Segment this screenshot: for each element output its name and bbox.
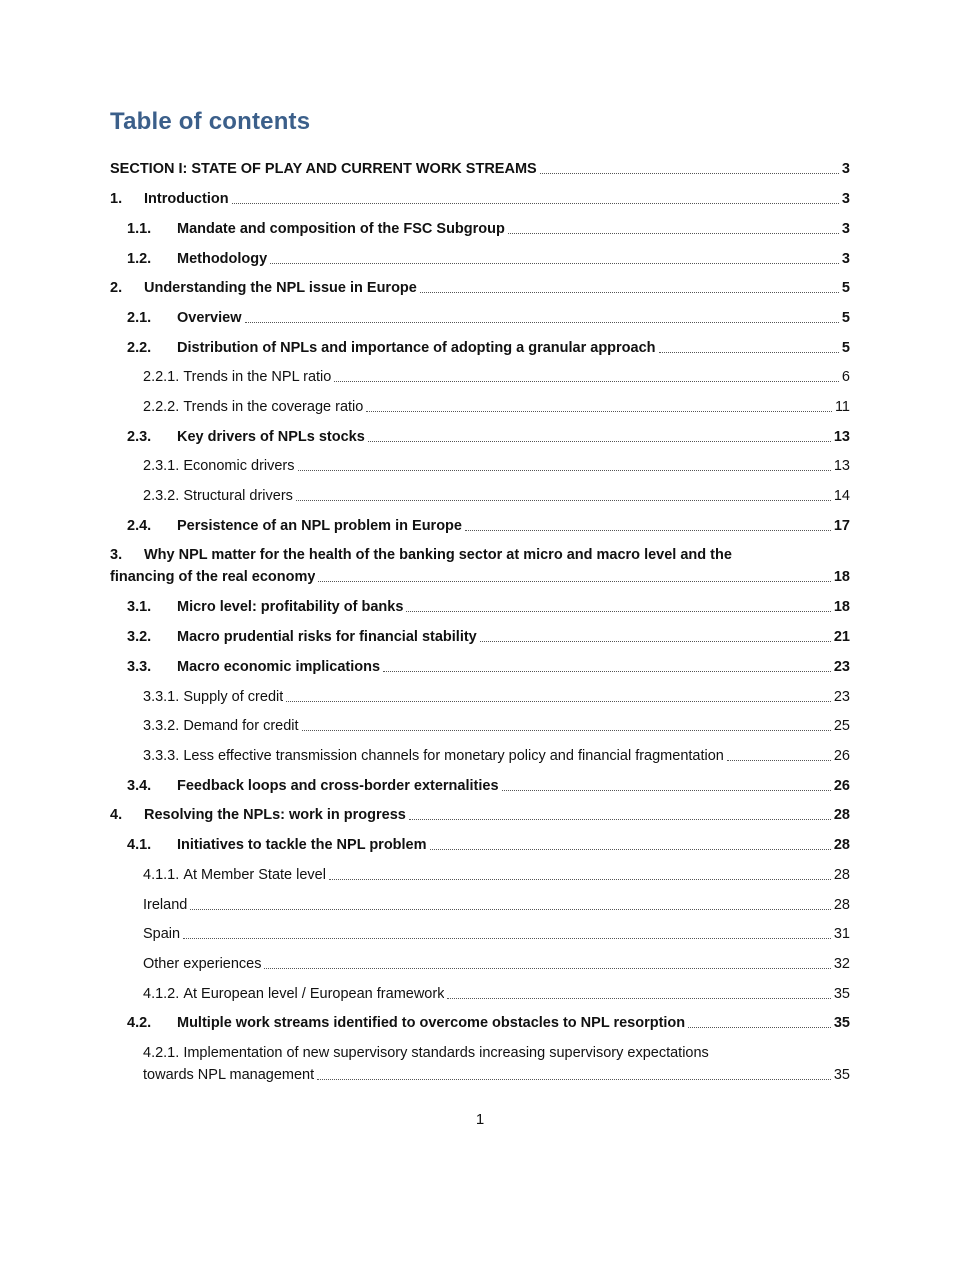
toc-entry[interactable] [110, 190, 850, 208]
dot-leader [286, 701, 831, 702]
toc-entry[interactable] [127, 836, 850, 854]
toc-entry-number: 4.2. [127, 1015, 152, 1031]
toc-entry-text: At European level / European framework [183, 986, 445, 1002]
toc-entry[interactable] [143, 896, 850, 914]
dot-leader [406, 611, 830, 612]
toc-entry-line [110, 568, 850, 586]
dot-leader [508, 233, 839, 234]
toc-page-number: 35 [833, 1067, 850, 1083]
toc-entry-text: Macro prudential risks for financial stability [177, 629, 477, 645]
toc-entry-text: Spain [143, 926, 181, 942]
dot-leader [465, 530, 831, 531]
dot-leader [659, 352, 839, 353]
page-number: 1 [475, 1111, 485, 1128]
toc-page-number: 5 [841, 280, 850, 296]
toc-page-number: 18 [833, 569, 850, 585]
toc-entry-text: Multiple work streams identified to overcome obstacles to NPL resorption [177, 1015, 686, 1031]
toc-page-number: 23 [833, 689, 850, 705]
toc-entry-text: Distribution of NPLs and importance of adopting a granular approach [177, 340, 656, 356]
dot-leader [296, 500, 831, 501]
toc-page-number: 3 [841, 191, 850, 207]
toc-page-number: 28 [833, 867, 850, 883]
toc-entry[interactable] [127, 250, 850, 268]
toc-page-number: 5 [841, 310, 850, 326]
toc-entry[interactable] [110, 806, 850, 824]
toc-page-number: 11 [834, 399, 850, 415]
toc-entry-text: Micro level: profitability of banks [177, 599, 404, 615]
toc-entry-text: Mandate and composition of the FSC Subgroup [177, 221, 505, 237]
toc-entry-text: Overview [177, 310, 242, 326]
toc-entry-number: 3.3.3. [143, 748, 180, 764]
toc-entry[interactable] [143, 925, 850, 943]
dot-leader [420, 292, 839, 293]
toc-entry[interactable] [143, 1044, 850, 1084]
toc-entry[interactable] [143, 368, 850, 386]
toc-entry-text: Key drivers of NPLs stocks [177, 429, 365, 445]
toc-page-number: 32 [833, 956, 850, 972]
dot-leader [383, 671, 831, 672]
dot-leader [245, 322, 839, 323]
dot-leader [264, 968, 830, 969]
dot-leader [368, 441, 831, 442]
toc-page-number: 35 [833, 1015, 850, 1031]
toc-entry-text: SECTION I: STATE OF PLAY AND CURRENT WORK STREAMS [110, 161, 537, 177]
dot-leader [232, 203, 839, 204]
toc-entry[interactable] [127, 339, 850, 357]
dot-leader [502, 790, 831, 791]
toc-entry[interactable] [127, 658, 850, 676]
toc-entry-number: 3.3. [127, 659, 152, 675]
toc-entry-number: 2.3. [127, 429, 152, 445]
toc-page-number: 5 [841, 340, 850, 356]
dot-leader [366, 411, 832, 412]
toc-page-number: 18 [833, 599, 850, 615]
toc-page-number: 26 [833, 748, 850, 764]
toc-entry-text: Trends in the coverage ratio [183, 399, 364, 415]
toc-entry[interactable] [127, 428, 850, 446]
toc-entry[interactable] [127, 1014, 850, 1032]
toc-entry-line [143, 1066, 850, 1084]
toc-entry-text: Methodology [177, 251, 268, 267]
toc-entry-text: Why NPL matter for the health of the banking sector at micro and macro level and the [144, 547, 732, 563]
toc-page-number: 3 [841, 251, 850, 267]
toc-page-number: 17 [833, 518, 850, 534]
toc-entry-section-1[interactable] [110, 160, 850, 178]
toc-entry-number: 2.2.2. [143, 399, 180, 415]
toc-entry[interactable] [127, 598, 850, 616]
toc-page-number: 6 [841, 369, 850, 385]
toc-entry-text: Supply of credit [183, 689, 284, 705]
toc-page-number: 21 [833, 629, 850, 645]
toc-entry-text: Less effective transmission channels for monetary policy and financial fragmentation [183, 748, 724, 764]
toc-entry[interactable] [127, 517, 850, 535]
toc-entry-line [110, 546, 850, 564]
dot-leader [329, 879, 831, 880]
toc-entry-number: 2.3.1. [143, 458, 180, 474]
dot-leader [430, 849, 831, 850]
toc-entry-text: Trends in the NPL ratio [183, 369, 332, 385]
toc-entry[interactable] [127, 220, 850, 238]
toc-entry-number: 3.3.2. [143, 718, 180, 734]
toc-page-number: 23 [833, 659, 850, 675]
toc-entry[interactable] [143, 866, 850, 884]
toc-entry-number: 3.2. [127, 629, 152, 645]
toc-entry-text: Persistence of an NPL problem in Europe [177, 518, 462, 534]
toc-entry-line [143, 1044, 850, 1062]
toc-page-number: 35 [833, 986, 850, 1002]
toc-entry-number: 2.2. [127, 340, 152, 356]
toc-entry[interactable] [143, 955, 850, 973]
dot-leader [190, 909, 831, 910]
toc-entry[interactable] [143, 688, 850, 706]
toc-entry-number: 2.3.2. [143, 488, 180, 504]
toc-entry-number: 3.4. [127, 778, 152, 794]
toc-entry-text: Understanding the NPL issue in Europe [144, 280, 417, 296]
dot-leader [480, 641, 831, 642]
toc-entry-number: 3.3.1. [143, 689, 180, 705]
toc-entry-text: At Member State level [183, 867, 326, 883]
toc-entry[interactable] [110, 546, 850, 586]
dot-leader [334, 381, 839, 382]
toc-entry-number: 2.1. [127, 310, 152, 326]
toc-entry-number: 1. [110, 191, 123, 207]
dot-leader [727, 760, 831, 761]
toc-page-number: 28 [833, 807, 850, 823]
toc-entry-number: 2.4. [127, 518, 152, 534]
toc-entry-text: Introduction [144, 191, 229, 207]
toc-entry[interactable] [127, 309, 850, 327]
toc-entry[interactable] [143, 985, 850, 1003]
toc-entry-text-continued: financing of the real economy [110, 569, 316, 585]
dot-leader [540, 173, 839, 174]
toc-entry[interactable] [127, 628, 850, 646]
toc-entry-text: Demand for credit [183, 718, 299, 734]
dot-leader [447, 998, 830, 999]
dot-leader [317, 1079, 831, 1080]
toc-entry-number: 2.2.1. [143, 369, 180, 385]
toc-page-number: 25 [833, 718, 850, 734]
dot-leader [298, 470, 831, 471]
toc-entry-number: 4.1.1. [143, 867, 180, 883]
toc-entry-number: 1.1. [127, 221, 152, 237]
toc-entry-text: Economic drivers [183, 458, 295, 474]
toc-page-number: 14 [833, 488, 850, 504]
toc-page-number: 26 [833, 778, 850, 794]
dot-leader [688, 1027, 831, 1028]
dot-leader [183, 938, 831, 939]
toc-entry-number: 3. [110, 547, 123, 563]
page-title: Table of contents [110, 108, 311, 135]
toc-entry[interactable] [127, 777, 850, 795]
toc-page-number: 31 [833, 926, 850, 942]
toc-entry-text: Structural drivers [183, 488, 293, 504]
toc-entry-text: Macro economic implications [177, 659, 381, 675]
toc-page-number: 3 [841, 161, 850, 177]
toc-entry[interactable] [143, 457, 850, 475]
toc-entry-text-continued: towards NPL management [143, 1067, 315, 1083]
toc-entry-number: 4.2.1. [143, 1045, 180, 1061]
toc-entry-number: 4.1. [127, 837, 152, 853]
toc-entry-number: 2. [110, 280, 123, 296]
dot-leader [302, 730, 831, 731]
toc-page-number: 3 [841, 221, 850, 237]
toc-entry-text: Initiatives to tackle the NPL problem [177, 837, 427, 853]
dot-leader [318, 581, 830, 582]
toc-entry-text: Resolving the NPLs: work in progress [144, 807, 406, 823]
toc-page-number: 28 [833, 897, 850, 913]
toc-entry-text: Implementation of new supervisory standards increasing supervisory expectations [183, 1045, 709, 1061]
toc-entry-text: Other experiences [143, 956, 262, 972]
toc-entry-number: 3.1. [127, 599, 152, 615]
toc-entry-number: 4. [110, 807, 123, 823]
toc-entry-number: 1.2. [127, 251, 152, 267]
dot-leader [270, 263, 839, 264]
toc-page-number: 13 [833, 429, 850, 445]
toc-entry[interactable] [143, 398, 850, 416]
dot-leader [409, 819, 831, 820]
toc-entry[interactable] [143, 717, 850, 735]
toc-page-number: 13 [833, 458, 850, 474]
toc-entry-text: Ireland [143, 897, 188, 913]
toc-entry[interactable] [143, 747, 850, 765]
toc-entry[interactable] [143, 487, 850, 505]
toc-page-number: 28 [833, 837, 850, 853]
toc-entry-text: Feedback loops and cross-border externalities [177, 778, 499, 794]
toc-entry[interactable] [110, 279, 850, 297]
toc-entry-number: 4.1.2. [143, 986, 180, 1002]
